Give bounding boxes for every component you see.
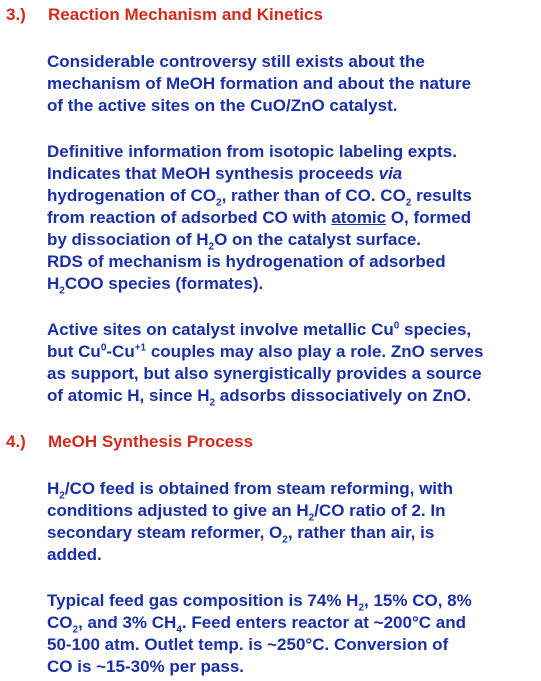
text-line: of atomic H, since $H_2$ adsorbs dissociatively on ZnO. xyxy=(47,386,472,409)
text-line: hydrogenation of $CO_2$, rather than of CO. $CO_2$ results xyxy=(47,186,472,209)
text-line: from reaction of adsorbed CO with atomic O, formed xyxy=(47,208,472,227)
text-line: added. xyxy=(47,545,102,564)
text-line: conditions adjusted to give an $H_2/CO$ ratio of 2. In xyxy=(47,501,446,524)
text-line: $H_2/CO$ feed is obtained from steam reforming, with xyxy=(47,479,454,502)
text-line: $H_2COO$ species (formates). xyxy=(47,274,264,297)
text-line: Indicates that MeOH synthesis proceeds via xyxy=(47,164,403,183)
text-line: 50-100 atm. Outlet temp. is ~250°C. Conversion of xyxy=(47,635,449,654)
paragraph-feed xyxy=(47,478,541,566)
paragraph-isotopic-labeling xyxy=(47,141,541,295)
text-line: RDS of mechanism is hydrogenation of adsorbed xyxy=(47,252,446,271)
section-3-heading xyxy=(6,5,323,25)
text-line: of the active sites on the CuO/ZnO catalyst. xyxy=(47,96,398,115)
section-title: Reaction Mechanism and Kinetics xyxy=(48,5,323,24)
text-line: Considerable controversy still exists about the xyxy=(47,52,425,71)
text-line: $CO_2$, and 3% $CH_4$. Feed enters reactor at ~200°C and xyxy=(47,613,466,636)
section-number: 3.) xyxy=(6,5,26,24)
paragraph-active-sites xyxy=(47,319,541,407)
text-line: but $Cu^0-Cu^{+1}$ couples may also play a role. ZnO serves xyxy=(47,342,484,361)
text-line: Definitive information from isotopic labeling expts. xyxy=(47,142,457,161)
text-line: Active sites on catalyst involve metallic Cu$^0$ species, xyxy=(47,320,472,339)
paragraph-feed-composition xyxy=(47,590,541,678)
section-number: 4.) xyxy=(6,432,26,451)
section-title: MeOH Synthesis Process xyxy=(48,432,254,451)
text-line: secondary steam reformer, $O_2$, rather than air, is xyxy=(47,523,435,546)
section-4-heading xyxy=(6,432,253,452)
text-line: CO is ~15-30% per pass. xyxy=(47,657,245,676)
text-line: as support, but also synergistically provides a source xyxy=(47,364,482,383)
text-line: mechanism of MeOH formation and about the nature xyxy=(47,74,472,93)
text-line: by dissociation of $H_2O$ on the catalyst surface. xyxy=(47,230,421,253)
paragraph-controversy xyxy=(47,51,541,117)
text-line: Typical feed gas composition is 74% $H_2$, 15% CO, 8% xyxy=(47,591,472,614)
